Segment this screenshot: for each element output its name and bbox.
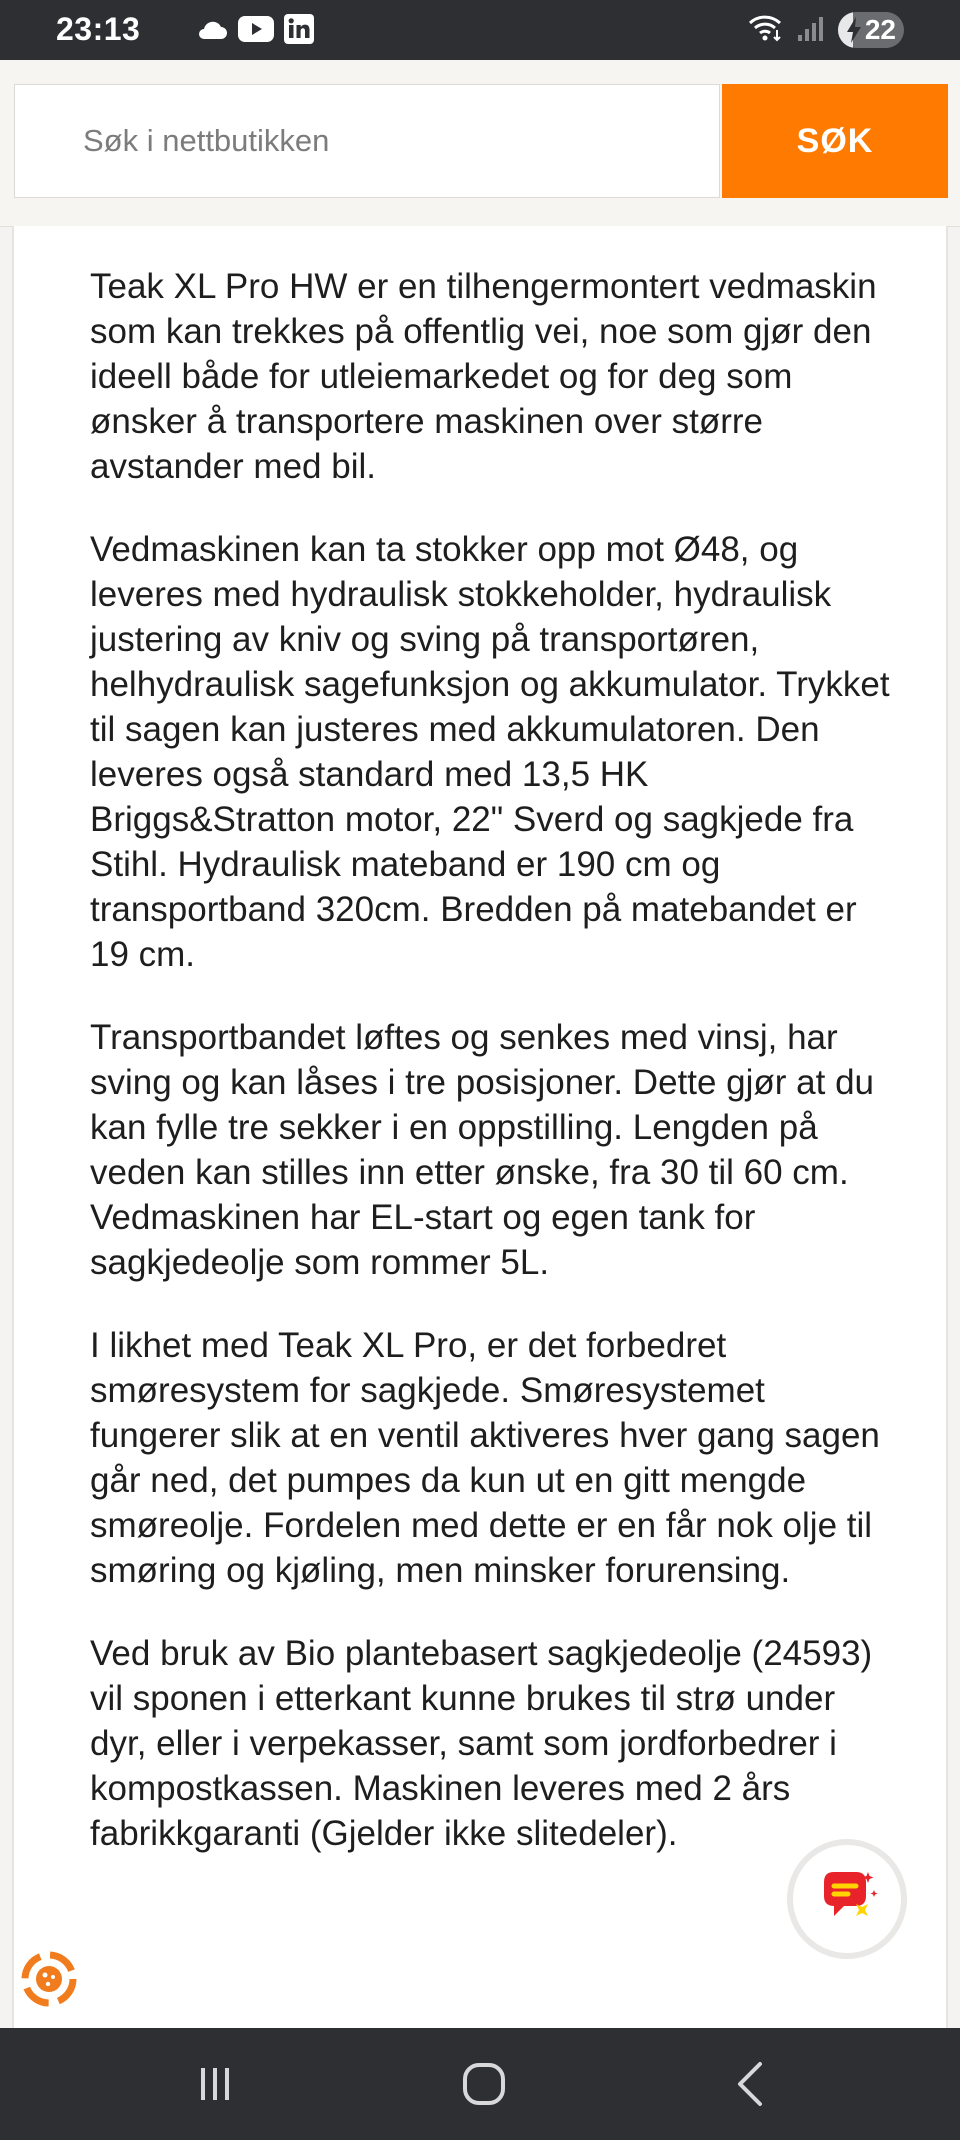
home-icon xyxy=(454,2099,514,2116)
search-bar xyxy=(0,60,960,227)
cookie-settings-icon xyxy=(17,1947,81,2016)
search-input[interactable] xyxy=(14,84,720,198)
status-time: 23:13 xyxy=(56,11,141,47)
description-paragraph: I likhet med Teak XL Pro, er det forbedret smøresystem for sagkjede. Smøresystemet fungerer slik at en ventil aktiveres hver gang sagen går ned, det pumpes da kun ut en gitt mengde smøreolje. Fordelen med dette er en får nok olje til smøring og kjøling, men minsker forurensing. xyxy=(90,1326,880,1590)
description-paragraph: Teak XL Pro HW er en tilhengermontert vedmaskin som kan trekkes på offentlig vei, noe som gjør den ideell både for utleiemarkedet og for deg som ønsker å transportere maskinen over større avstander med bil. xyxy=(90,267,877,486)
signal-icon xyxy=(796,13,826,48)
cloud-icon xyxy=(196,17,228,46)
system-icons xyxy=(748,10,904,50)
recent-apps-button[interactable] xyxy=(185,2056,245,2112)
back-button[interactable] xyxy=(722,2056,782,2112)
product-description xyxy=(90,264,890,1894)
chat-assistant-button[interactable] xyxy=(793,1845,901,1953)
youtube-icon xyxy=(238,16,274,47)
linkedin-icon xyxy=(284,14,314,49)
battery-level: 22 xyxy=(864,14,896,45)
description-paragraph: Transportbandet løftes og senkes med vinsj, har sving og kan låses i tre posisjoner. Dette gjør at du kan fylle tre sekker i en oppstilling. Lengden på veden kan stilles inn etter ønske, fra 30 til 60 cm. Vedmaskinen har EL-start og egen tank for sagkjedeolje som rommer 5L. xyxy=(90,1018,875,1282)
search-button[interactable]: SØK xyxy=(722,84,948,198)
recent-apps-icon xyxy=(185,2099,245,2116)
back-icon xyxy=(722,2099,782,2116)
battery-charging-icon xyxy=(838,12,904,48)
chat-assistant-icon xyxy=(812,1862,882,1937)
product-description-card xyxy=(12,226,948,2028)
system-navigation-bar xyxy=(0,2028,960,2140)
cookie-settings-button[interactable] xyxy=(14,1946,84,2016)
home-button[interactable] xyxy=(454,2056,514,2112)
notification-icons xyxy=(196,14,314,48)
description-paragraph: Vedmaskinen kan ta stokker opp mot Ø48, og leveres med hydraulisk stokkeholder, hydraulisk justering av kniv og sving på transportøren, helhydraulisk sagefunksjon og akkumulator. Trykket til sagen kan justeres med akkumulatoren. Den leveres også standard med 13,5 HK Briggs&Stratton motor, 22" Sverd og sagkjede fra Stihl. Hydraulisk mateband er 190 cm og transportband 320cm. Bredden på matebandet er 19 cm. xyxy=(90,530,890,974)
status-bar xyxy=(0,0,960,60)
description-paragraph: Ved bruk av Bio plantebasert sagkjedeolje (24593) vil sponen i etterkant kunne brukes til strø under dyr, eller i verpekasser, samt som jordforbedrer i kompostkassen. Maskinen leveres med 2 års fabrikkgaranti (Gjelder ikke slitedeler). xyxy=(90,1634,873,1853)
wifi-icon xyxy=(748,13,784,48)
